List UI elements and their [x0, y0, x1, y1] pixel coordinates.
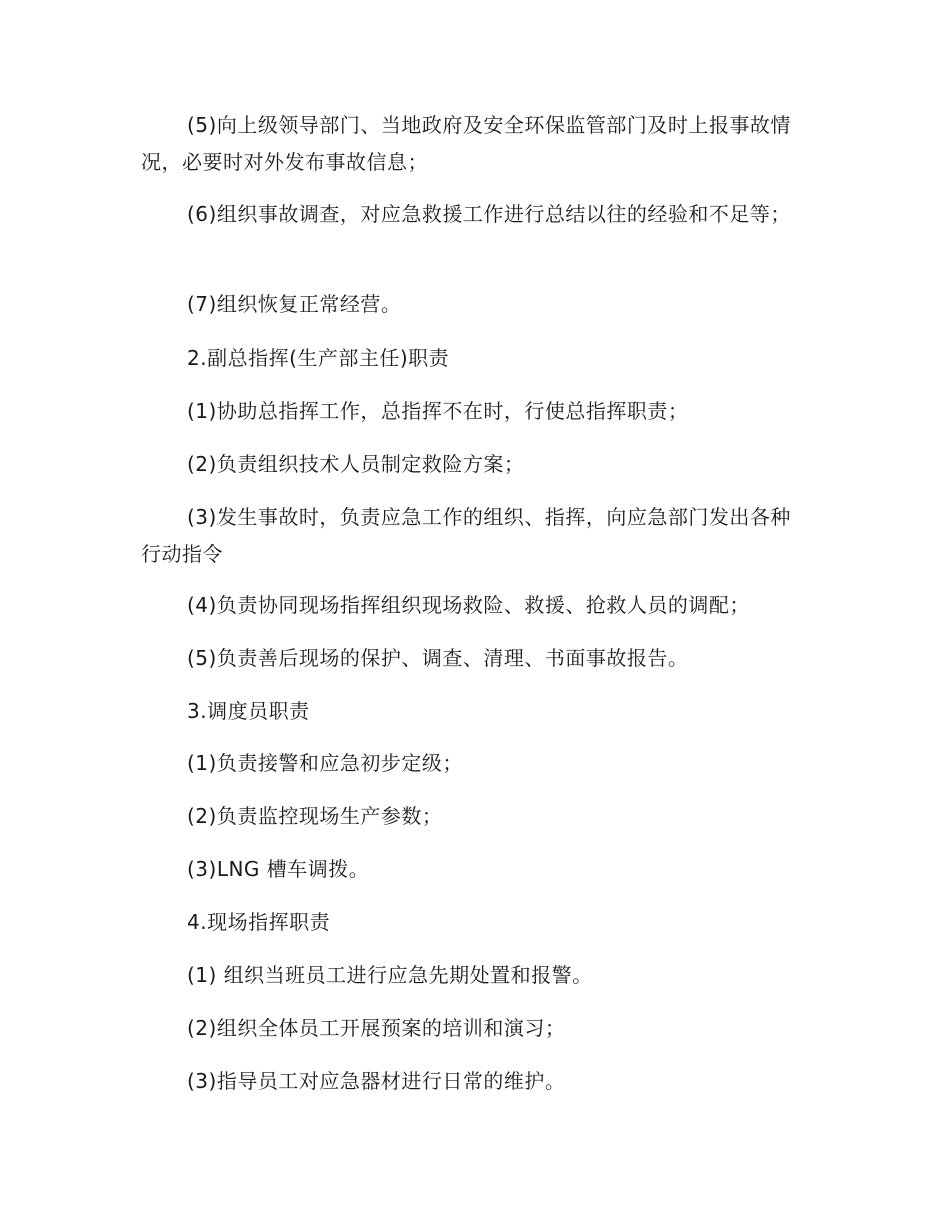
paragraph-site-duty-1: (1) 组织当班员工进行应急先期处置和报警。 — [187, 963, 593, 987]
paragraph-deputy-duty-4: (4)负责协同现场指挥组织现场救险、救援、抢救人员的调配； — [187, 593, 750, 617]
paragraph-leader-duty-7: (7)组织恢复正常经营。 — [187, 292, 402, 316]
paragraph-dispatcher-duty-3: (3)LNG 槽车调拨。 — [187, 857, 370, 881]
section-heading-site-commander: 4.现场指挥职责 — [187, 910, 331, 934]
paragraph-dispatcher-duty-2: (2)负责监控现场生产参数； — [187, 804, 443, 828]
paragraph-site-duty-2: (2)组织全体员工开展预案的培训和演习； — [187, 1016, 566, 1040]
paragraph-site-duty-3: (3)指导员工对应急器材进行日常的维护。 — [187, 1069, 566, 1093]
section-heading-deputy: 2.副总指挥(生产部主任)职责 — [187, 346, 450, 370]
paragraph-deputy-duty-3: (3)发生事故时，负责应急工作的组织、指挥，向应急部门发出各种行动指令 — [141, 505, 791, 566]
section-heading-dispatcher: 3.调度员职责 — [187, 699, 310, 723]
paragraph-deputy-duty-2: (2)负责组织技术人员制定救险方案； — [187, 452, 525, 476]
paragraph-leader-duty-6: (6)组织事故调查，对应急救援工作进行总结以往的经验和不足等； — [187, 202, 791, 226]
paragraph-deputy-duty-5: (5)负责善后现场的保护、调查、清理、书面事故报告。 — [187, 646, 689, 670]
paragraph-deputy-duty-1: (1)协助总指挥工作，总指挥不在时，行使总指挥职责； — [187, 399, 689, 423]
paragraph-leader-duty-5: (5)向上级领导部门、当地政府及安全环保监管部门及时上报事故情况，必要时对外发布事故信息； — [141, 113, 791, 174]
paragraph-dispatcher-duty-1: (1)负责接警和应急初步定级； — [187, 751, 463, 775]
